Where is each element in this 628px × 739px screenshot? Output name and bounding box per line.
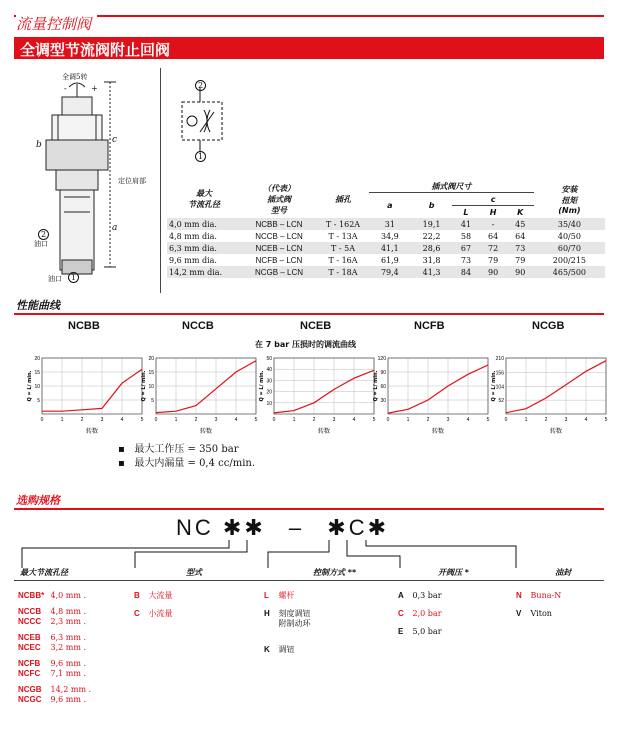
x-axis-label: 转数	[199, 428, 213, 435]
col-type: 型式	[186, 568, 202, 577]
y-tick-label: 15	[34, 370, 40, 376]
seal-options	[516, 591, 561, 619]
hdr-L: L	[463, 207, 469, 217]
chart-title: NCCB	[182, 320, 214, 332]
x-tick-label: 3	[100, 417, 104, 423]
option-row	[264, 645, 311, 655]
option-value: 附制动环	[276, 619, 311, 628]
chart-title: NCGB	[532, 320, 565, 332]
cell-a: 79,4	[380, 267, 399, 277]
option-code: B	[134, 591, 140, 600]
dim-a: a	[112, 223, 118, 233]
cell-orifice: 4,8 mm dia.	[169, 231, 217, 241]
cell-torque: 40/50	[557, 231, 581, 241]
x-tick-label: 4	[584, 417, 588, 423]
x-tick-label: 2	[426, 417, 430, 423]
cell-orifice: 4,0 mm dia.	[169, 219, 217, 229]
y-tick-label: 30	[266, 378, 272, 385]
cell-L: 84	[460, 267, 472, 277]
chart-title: NCFB	[414, 320, 445, 332]
option-value: 6,3 mm .	[48, 633, 87, 642]
section-title: 流量控制阀	[16, 13, 97, 34]
port1-num: 1	[68, 272, 79, 283]
y-tick-label: 60	[380, 384, 386, 390]
y-tick-label: 90	[380, 370, 386, 376]
control-options	[264, 591, 311, 655]
option-row	[516, 591, 561, 601]
code-dash: –	[288, 515, 305, 540]
hdr-a: a	[387, 201, 393, 210]
option-code: H	[264, 609, 270, 618]
option-row	[264, 609, 311, 619]
plot-frame	[274, 358, 374, 414]
plot-frame	[506, 358, 606, 414]
hdr-K: K	[517, 207, 524, 217]
x-tick-label: 2	[194, 417, 198, 423]
cell-torque: 200/215	[552, 255, 586, 265]
cell-a: 31	[384, 219, 395, 229]
x-tick-label: 0	[272, 417, 276, 423]
x-tick-label: 5	[604, 417, 608, 423]
y-tick-label: 20	[34, 356, 40, 362]
chart-nceb	[258, 354, 382, 436]
y-tick-label: 104	[495, 384, 504, 391]
table-row	[167, 230, 605, 242]
option-code: NCCC	[18, 617, 42, 626]
order-leader-lines	[0, 540, 628, 570]
y-tick-label: 10	[148, 384, 154, 390]
option-code: NCEC	[18, 643, 41, 652]
chart-title: NCBB	[68, 320, 100, 332]
chart-ncgb	[490, 354, 614, 436]
hdr-model: （代表） 插式阀 型号	[263, 183, 295, 215]
hdr-H: H	[489, 207, 497, 217]
cell-L: 41	[460, 219, 472, 229]
option-value: 14,2 mm .	[48, 685, 92, 694]
bullet-max-leakage: ▪ 最大内漏量 = 0,4 cc/min.	[118, 458, 256, 469]
y-tick-label: 5	[37, 398, 40, 404]
cell-K: 79	[515, 255, 526, 265]
x-tick-label: 5	[254, 417, 258, 423]
cell-torque: 60/70	[557, 243, 581, 253]
x-tick-label: 1	[174, 417, 178, 423]
option-value: 大流量	[146, 591, 173, 600]
cell-orifice: 9,6 mm dia.	[169, 255, 217, 265]
port2-label: 油口	[34, 240, 48, 248]
cell-cavity: T - 13A	[328, 231, 358, 241]
cell-cavity: T - 16A	[328, 255, 358, 265]
option-code: V	[516, 609, 522, 618]
y-tick-label: 30	[380, 398, 386, 404]
option-code: NCBB*	[18, 591, 45, 600]
option-code: NCFC	[18, 669, 41, 678]
minus-sign: -	[64, 84, 67, 93]
chart-nccb	[140, 354, 264, 436]
symbol-port-top: 2	[195, 80, 206, 91]
option-value: Viton	[528, 609, 552, 618]
x-tick-label: 2	[80, 417, 84, 423]
x-tick-label: 4	[352, 417, 356, 423]
orifice-options	[18, 591, 91, 705]
table-row	[167, 254, 605, 266]
option-value: 0,3 bar	[410, 591, 442, 600]
order-code	[176, 515, 389, 541]
series-line	[506, 361, 606, 413]
x-tick-label: 5	[140, 417, 144, 423]
x-tick-label: 3	[214, 417, 218, 423]
option-row	[18, 695, 91, 705]
cell-H: 72	[488, 243, 499, 253]
option-value: 刻度调钮	[276, 609, 311, 618]
crack-options	[398, 591, 442, 637]
dim-c: c	[112, 135, 118, 145]
option-row	[398, 609, 442, 619]
cell-torque: 35/40	[557, 219, 581, 229]
option-code: C	[134, 609, 140, 618]
option-row	[18, 617, 91, 627]
x-tick-label: 3	[564, 417, 568, 423]
port2-num: 2	[38, 229, 49, 240]
option-row	[398, 591, 442, 601]
x-tick-label: 5	[372, 417, 376, 423]
code-star-2: ✱	[244, 515, 266, 540]
plus-sign: +	[91, 84, 98, 93]
option-value: 7,1 mm .	[48, 669, 87, 678]
cell-b: 28,6	[422, 243, 441, 253]
x-tick-label: 5	[486, 417, 490, 423]
cell-H: -	[491, 219, 495, 229]
ordering-rule	[14, 508, 604, 510]
y-tick-label: 40	[266, 367, 272, 374]
y-tick-label: 210	[495, 356, 504, 362]
series-line	[156, 361, 256, 413]
x-tick-label: 1	[524, 417, 528, 423]
y-tick-label: 10	[34, 384, 40, 390]
product-title: 全调型节流阀附止回阀	[20, 41, 171, 59]
x-axis-label: 转数	[549, 428, 563, 435]
option-code: NCFB	[18, 659, 41, 668]
y-tick-label: 120	[377, 356, 386, 362]
cell-a: 34,9	[380, 231, 399, 241]
y-tick-label: 15	[148, 370, 154, 376]
x-tick-label: 4	[234, 417, 238, 423]
cell-b: 41,3	[422, 267, 441, 277]
cell-b: 22,2	[422, 231, 441, 241]
x-tick-label: 0	[40, 417, 44, 423]
option-row	[18, 685, 91, 695]
x-tick-label: 4	[466, 417, 470, 423]
cell-L: 67	[460, 243, 472, 253]
col-seal: 油封	[555, 568, 571, 577]
option-row	[18, 669, 91, 679]
y-axis-label: Q = L/ min.	[491, 370, 497, 402]
col-crack: 开阀压 *	[438, 568, 469, 577]
y-tick-label: 5	[151, 398, 154, 404]
option-row	[264, 619, 311, 629]
cell-a: 41,1	[380, 243, 399, 253]
ordering-cols-rule	[14, 580, 604, 581]
table-row	[167, 242, 605, 254]
cell-model: NCBB – LCN	[255, 219, 303, 229]
option-row	[18, 659, 91, 669]
bullet-max-pressure: ▪ 最大工作压 = 350 bar	[118, 444, 239, 455]
cell-orifice: 6,3 mm dia.	[169, 243, 217, 253]
dim-b: b	[36, 140, 42, 150]
locate-label: 定位肩部	[118, 177, 146, 185]
hdr-b: b	[428, 201, 435, 210]
cell-model: NCGB – LCN	[254, 267, 303, 277]
x-tick-label: 1	[292, 417, 296, 423]
cell-model: NCCB – LCN	[255, 231, 303, 241]
cell-H: 90	[488, 267, 499, 277]
x-axis-label: 转数	[85, 428, 99, 435]
x-tick-label: 3	[332, 417, 336, 423]
option-code: NCGC	[18, 695, 42, 704]
x-axis-label: 转数	[317, 428, 331, 435]
option-code: A	[398, 591, 404, 600]
product-title-band	[14, 37, 604, 59]
hdr-c: c	[452, 193, 533, 206]
cell-K: 64	[515, 231, 526, 241]
symbol-frame	[160, 68, 162, 293]
port1-label: 油口	[48, 275, 62, 283]
option-code: NCEB	[18, 633, 41, 642]
y-tick-label: 10	[266, 400, 272, 407]
y-axis-label: Q = L/ min.	[27, 370, 33, 402]
option-row	[398, 627, 442, 637]
x-tick-label: 1	[60, 417, 64, 423]
x-tick-label: 0	[504, 417, 508, 423]
chart-ncbb	[26, 354, 150, 436]
x-tick-label: 4	[120, 417, 124, 423]
code-c: C	[348, 515, 368, 540]
cell-torque: 465/500	[552, 267, 586, 277]
symbol-port-bottom: 1	[195, 151, 206, 162]
cell-H: 64	[488, 231, 499, 241]
cell-cavity: T - 162A	[325, 219, 361, 229]
option-code: K	[264, 645, 270, 654]
option-row	[134, 609, 173, 619]
option-value: 小流量	[146, 609, 173, 618]
cell-model: NCEB – LCN	[255, 243, 303, 253]
option-row	[18, 591, 91, 601]
performance-rule	[14, 313, 604, 315]
check-throttle-symbol	[170, 80, 230, 160]
series-line	[42, 369, 142, 411]
y-axis-label: Q = L/ min.	[373, 370, 379, 402]
spec-table-body	[167, 218, 605, 278]
y-tick-label: 156	[495, 370, 504, 377]
cell-L: 58	[460, 231, 472, 241]
y-tick-label: 50	[266, 356, 272, 362]
option-value: 3,2 mm .	[48, 643, 87, 652]
hdr-orifice: 最大 节流孔径	[188, 189, 220, 209]
option-value: 9,6 mm .	[48, 659, 87, 668]
option-value: 4,0 mm .	[48, 591, 87, 600]
y-axis-label: Q = L/ min.	[141, 370, 147, 402]
option-value: 调钮	[276, 645, 295, 654]
y-tick-label: 52	[498, 398, 504, 405]
x-tick-label: 2	[544, 417, 548, 423]
cell-K: 73	[515, 243, 526, 253]
performance-subtitle: 在 7 bar 压损时的调流曲线	[255, 340, 356, 349]
spec-bullets	[118, 443, 255, 471]
table-row	[167, 218, 605, 230]
x-tick-label: 1	[406, 417, 410, 423]
option-value: 9,6 mm .	[48, 695, 87, 704]
cell-orifice: 14,2 mm dia.	[169, 267, 223, 277]
option-row	[18, 643, 91, 653]
ordering-title: 选购规格	[16, 494, 60, 507]
option-code: E	[398, 627, 404, 636]
x-tick-label: 3	[446, 417, 450, 423]
cell-H: 79	[488, 255, 499, 265]
option-value: 2,0 bar	[410, 609, 442, 618]
option-row	[18, 633, 91, 643]
option-row	[18, 607, 91, 617]
option-value: 5,0 bar	[410, 627, 442, 636]
code-star-1: ✱	[222, 515, 245, 540]
cell-a: 61,9	[380, 255, 399, 265]
cell-L: 73	[460, 255, 472, 265]
option-code: N	[516, 591, 522, 600]
option-code: L	[264, 591, 269, 600]
cell-b: 31,8	[422, 255, 441, 265]
type-options	[134, 591, 173, 619]
chart-ncfb	[372, 354, 496, 436]
table-row	[167, 266, 605, 278]
option-row	[134, 591, 173, 601]
hdr-cavity: 插孔	[335, 194, 351, 204]
cell-K: 90	[515, 267, 526, 277]
option-value: Buna-N	[528, 591, 562, 600]
y-axis-label: Q = L/ min.	[259, 370, 265, 402]
x-tick-label: 2	[312, 417, 316, 423]
chart-title: NCEB	[300, 320, 332, 332]
cell-cavity: T - 5A	[331, 243, 355, 253]
option-row	[516, 609, 561, 619]
x-tick-label: 0	[154, 417, 158, 423]
spec-table	[167, 180, 605, 278]
option-value: 2,3 mm .	[48, 617, 87, 626]
cell-cavity: T - 18A	[328, 267, 358, 277]
x-tick-label: 0	[386, 417, 390, 423]
option-code: NCCB	[18, 607, 42, 616]
cell-b: 19,1	[422, 219, 441, 229]
code-star-3: ✱	[327, 515, 349, 540]
hdr-torque: 安装 扭矩 (Nm)	[558, 184, 581, 215]
performance-title: 性能曲线	[16, 299, 60, 312]
cell-K: 45	[515, 219, 526, 229]
x-axis-label: 转数	[431, 428, 445, 435]
option-code: NCGB	[18, 685, 42, 694]
option-value: 螺杆	[276, 591, 295, 600]
hdr-insert-dims: 插式阀尺寸	[369, 180, 534, 193]
adjust-label: 全调5转	[62, 73, 88, 81]
cell-model: NCFB – LCN	[255, 255, 303, 265]
top-rule	[14, 15, 604, 17]
option-value: 4,8 mm .	[48, 607, 87, 616]
col-control: 控制方式 **	[313, 568, 357, 577]
code-nc: NC	[176, 515, 214, 540]
option-row	[264, 591, 311, 601]
col-orifice: 最大节流孔径	[20, 568, 68, 577]
y-tick-label: 20	[148, 356, 154, 362]
code-star-4: ✱	[367, 515, 390, 540]
y-tick-label: 20	[266, 389, 272, 396]
option-code: C	[398, 609, 404, 618]
